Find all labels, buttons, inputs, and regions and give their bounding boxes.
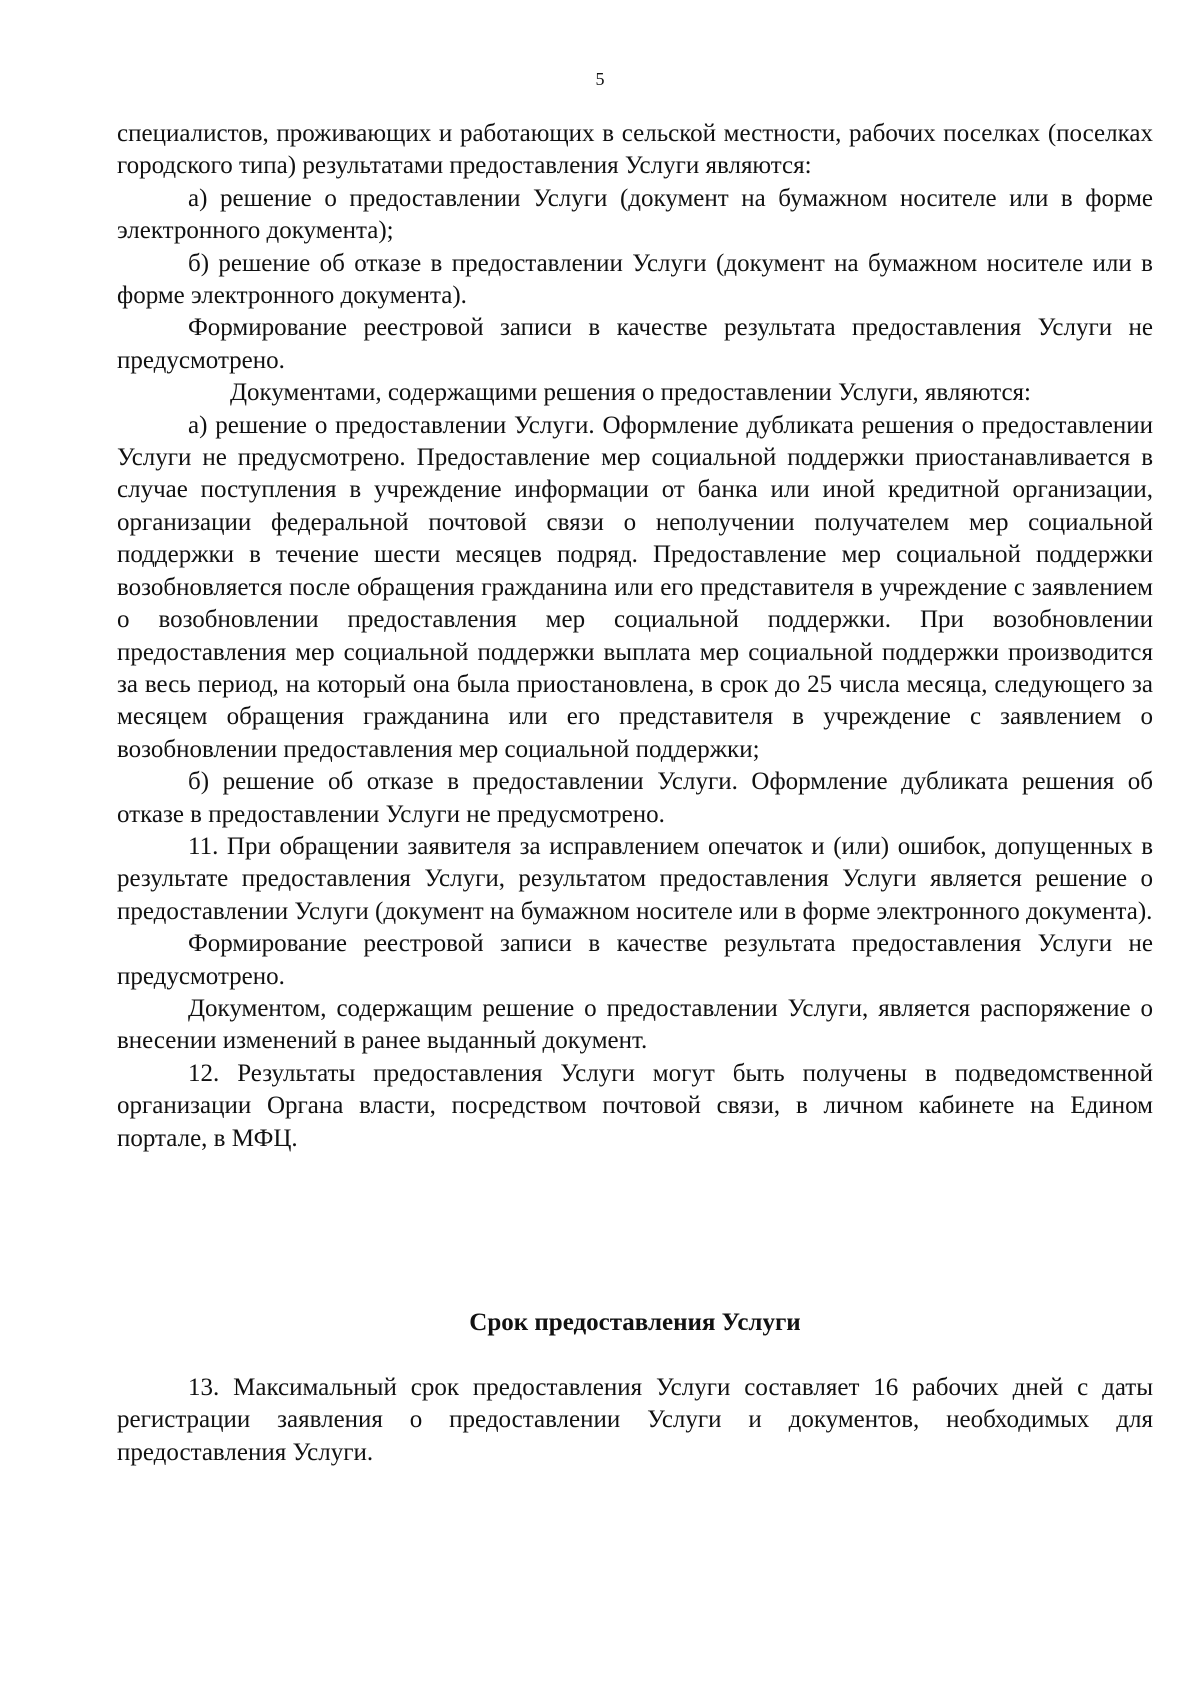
body-text <box>117 118 1153 1155</box>
paragraph: 12. Результаты предоставления Услуги могут быть получены в подведомственной организации Органа власти, посредством почтовой связи, в личном кабинете на Едином портале, в МФЦ. <box>117 1059 1153 1152</box>
paragraph: специалистов, проживающих и работающих в сельской местности, рабочих поселках (поселках городского типа) результатами предоставления Услуги являются: <box>117 120 1153 180</box>
paragraph: а) решение о предоставлении Услуги. Оформление дубликата решения о предоставлении Услуги не предусмотрено. Предоставление мер социальной поддержки приостанавливается в случае поступления в учреждение информации от банка или иной кредитной организации, организации федеральной почтовой связи о неполучении получателем мер социальной поддержки в течение шести месяцев подряд. Предоставление мер социальной поддержки возобновляется после обращения гражданина или его представителя в учреждение с заявлением о возобновлении предоставления мер социальной поддержки. При возобновлении предоставления мер социальной поддержки выплата мер социальной поддержки производится за весь период, на который она была приостановлена, в срок до 25 числа месяца, следующего за месяцем обращения гражданина или его представителя в учреждение с заявлением о возобновлении предоставления мер социальной поддержки; <box>117 411 1153 763</box>
paragraph: а) решение о предоставлении Услуги (документ на бумажном носителе или в форме электронного документа); <box>117 184 1153 245</box>
paragraph: б) решение об отказе в предоставлении Услуги. Оформление дубликата решения об отказе в предоставлении Услуги не предусмотрено. <box>117 768 1153 828</box>
paragraph: б) решение об отказе в предоставлении Услуги (документ на бумажном носителе или в форме электронного документа). <box>117 249 1153 310</box>
paragraph: Формирование реестровой записи в качестве результата предоставления Услуги не предусмотрено. <box>117 930 1153 990</box>
paragraph: Формирование реестровой записи в качестве результата предоставления Услуги не предусмотрено. <box>117 314 1153 374</box>
section-body <box>117 1372 1153 1469</box>
paragraph: Документом, содержащим решение о предоставлении Услуги, является распоряжение о внесении изменений в ранее выданный документ. <box>117 994 1153 1055</box>
paragraph: 13. Максимальный срок предоставления Услуги составляет 16 рабочих дней с даты регистрации заявления о предоставлении Услуги и документов, необходимых для предоставления Услуги. <box>117 1374 1153 1466</box>
paragraph: 11. При обращении заявителя за исправлением опечаток и (или) ошибок, допущенных в результате предоставления Услуги, результатом предоставления Услуги является решение о предоставлении Услуги (документ на бумажном носителе или в форме электронного документа). <box>117 832 1153 925</box>
section-title: Срок предоставления Услуги <box>469 1309 801 1336</box>
paragraph: Документами, содержащими решения о предоставлении Услуги, являются: <box>230 379 1031 407</box>
page-number: 5 <box>595 69 605 89</box>
